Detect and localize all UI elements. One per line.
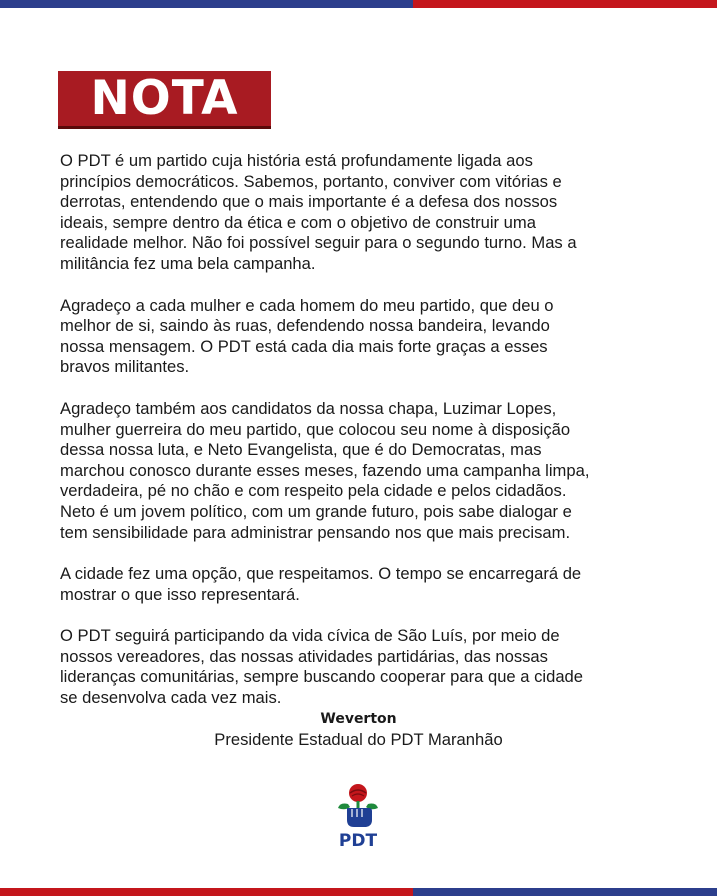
paragraph-1: O PDT é um partido cuja história está profundamente ligada aos princípios democráticos. Sabemos, portanto, conviver com vitórias e derrotas, entendendo que o mais importante é a defesa dos nossos ideais, sempre dentro da ética e com o objetivo de construir uma realidade melhor. Não foi possível seguir para o segundo turno. Mas a militância fez uma bela campanha.	[60, 151, 577, 273]
nota-heading-banner	[58, 71, 271, 129]
signature-title: Presidente Estadual do PDT Maranhão	[214, 730, 503, 749]
paragraph-3: Agradeço também aos candidatos da nossa chapa, Luzimar Lopes, mulher guerreira do meu partido, que colocou seu nome à disposição dessa nossa luta, e Neto Evangelista, que é do Democratas, mas marchou conosco durante esses meses, fazendo uma campanha limpa, verdadeira, pé no chão e com respeito pela cidade e pelos cidadãos. Neto é um jovem político, com um grande futuro, pois sabe dialogar e tem sensibilidade para administrar pensando nos que mais precisam.	[60, 398, 590, 542]
nota-heading-text: NOTA	[90, 71, 239, 126]
paragraph-4: A cidade fez uma opção, que respeitamos. O tempo se encarregará de mostrar o que isso representará.	[60, 564, 582, 604]
paragraph-2: Agradeço a cada mulher e cada homem do meu partido, que deu o melhor de si, saindo às ruas, defendendo nossa bandeira, levando nossa mensagem. O PDT está cada dia mais forte graças a esses bravos militantes.	[60, 295, 554, 377]
paragraph-5: O PDT seguirá participando da vida cívica de São Luís, por meio de nossos vereadores, das nossas atividades partidárias, das nossas lideranças comunitárias, sempre buscando cooperar para que a cidade se desenvolva cada vez mais.	[60, 626, 584, 708]
bottom-bar-red	[0, 888, 413, 896]
signature-block	[0, 710, 717, 751]
note-body	[60, 151, 664, 730]
bottom-color-bar	[0, 888, 717, 896]
pdt-logo-text: PDT	[338, 831, 378, 848]
pdt-rose-fist-icon	[330, 782, 386, 848]
top-bar-red	[413, 0, 717, 8]
top-bar-blue	[0, 0, 413, 8]
bottom-bar-blue	[413, 888, 717, 896]
top-color-bar	[0, 0, 717, 8]
signature-name: Weverton	[320, 711, 397, 727]
